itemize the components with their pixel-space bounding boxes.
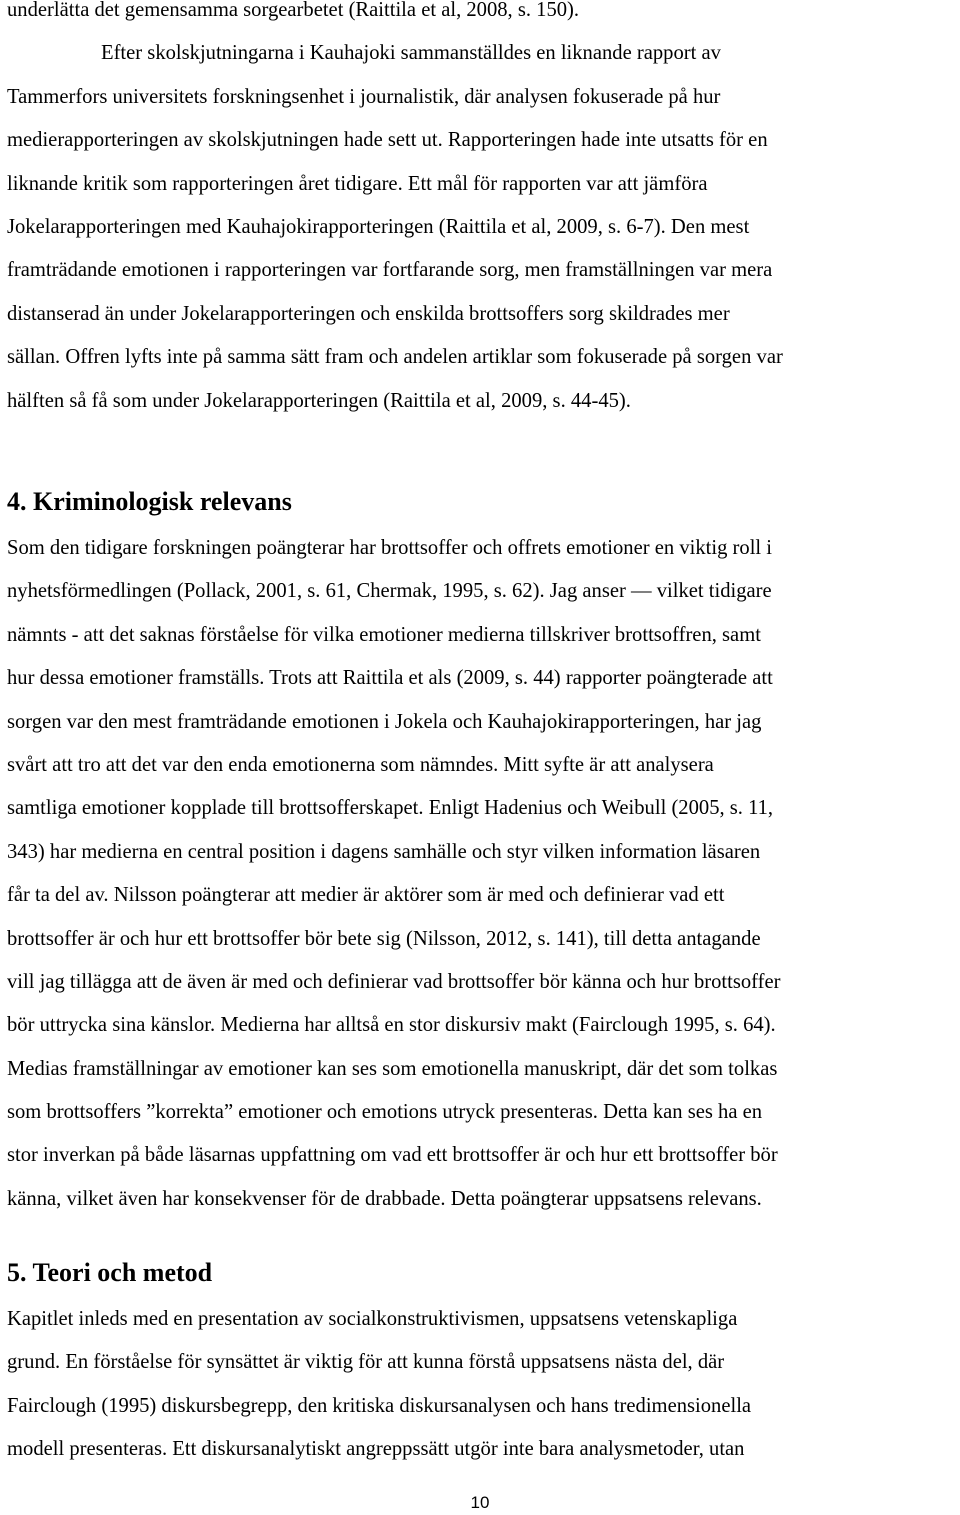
text-line: framträdande emotionen i rapporteringen var fortfarande sorg, men framställningen var mera: [7, 259, 773, 282]
text-line: medierapporteringen av skolskjutningen hade sett ut. Rapporteringen hade inte utsatts för en: [7, 129, 768, 152]
text-line: underlätta det gemensamma sorgearbetet (Raittila et al, 2008, s. 150).: [7, 0, 580, 21]
text-line: Medias framställningar av emotioner kan ses som emotionella manuskript, där det som tolkas: [7, 1057, 778, 1080]
text-line: Fairclough (1995) diskursbegrepp, den kritiska diskursanalysen och hans tredimensionella: [7, 1394, 752, 1417]
section-heading-teori-och-metod: 5. Teori och metod: [7, 1258, 213, 1287]
paragraph-teori-och-metod: [7, 1298, 751, 1472]
paragraph-kriminologisk-relevans: [7, 527, 781, 1221]
section-heading-kriminologisk-relevans: 4. Kriminologisk relevans: [7, 487, 292, 516]
text-line: grund. En förståelse för synsättet är viktig för att kunna förstå uppsatsens nästa del, där: [7, 1351, 725, 1374]
text-line: vill jag tillägga att de även är med och definierar vad brottsoffer bör känna och hur brottsoffer: [7, 970, 781, 993]
text-line: nyhetsförmedlingen (Pollack, 2001, s. 61, Chermak, 1995, s. 62). Jag anser — vilket tidigare: [7, 580, 772, 603]
text-line: sorgen var den mest framträdande emotionen i Jokela och Kauhajokirapporteringen, har jag: [7, 710, 762, 733]
text-line: Efter skolskjutningarna i Kauhajoki sammanställdes en liknande rapport av: [101, 42, 721, 65]
text-line: modell presenteras. Ett diskursanalytiskt angreppssätt utgör inte bara analysmetoder, utan: [7, 1438, 745, 1461]
text-line: distanserad än under Jokelarapporteringen och enskilda brottsoffers sorg skildrades mer: [7, 302, 730, 325]
text-line: hälften så få som under Jokelarapporteringen (Raittila et al, 2009, s. 44-45).: [7, 389, 631, 412]
text-line: Som den tidigare forskningen poängterar har brottsoffer och offrets emotioner en viktig roll i: [7, 537, 773, 559]
text-line: 343) har medierna en central position i dagens samhälle och styr vilken information läsaren: [7, 840, 761, 863]
text-line: hur dessa emotioner framställs. Trots att Raittila et als (2009, s. 44) rapporter poängterade att: [7, 667, 773, 690]
text-line: bör uttrycka sina känslor. Medierna har alltså en stor diskursiv makt (Fairclough 1995, s. 64).: [7, 1014, 776, 1037]
text-line: svårt att tro att det var den enda emotionerna som nämndes. Mitt syfte är att analysera: [7, 753, 714, 776]
text-line: liknande kritik som rapporteringen året tidigare. Ett mål för rapporten var att jämföra: [7, 172, 708, 195]
text-line: nämnts - att det saknas förståelse för vilka emotioner medierna tillskriver brottsoffren, samt: [7, 623, 761, 646]
text-line: Jokelarapporteringen med Kauhajokirapporteringen (Raittila et al, 2009, s. 6-7). Den mest: [7, 215, 750, 238]
text-line: Kapitlet inleds med en presentation av socialkonstruktivismen, uppsatsens vetenskapliga: [7, 1308, 738, 1330]
text-line: som brottsoffers ”korrekta” emotioner och emotions utryck presenteras. Detta kan ses ha en: [7, 1101, 763, 1124]
page-number: 10: [470, 1493, 490, 1512]
text-line: samtliga emotioner kopplade till brottsofferskapet. Enligt Hadenius och Weibull (2005, s. 11,: [7, 797, 774, 820]
text-line: stor inverkan på både läsarnas uppfattning om vad ett brottsoffer är och hur ett brottsoffer bör: [7, 1144, 778, 1167]
text-line: får ta del av. Nilsson poängterar att medier är aktörer som är med och definierar vad ett: [7, 884, 725, 907]
text-line: sällan. Offren lyfts inte på samma sätt fram och andelen artiklar som fokuserade på sorgen var: [7, 346, 783, 369]
text-line: Tammerfors universitets forskningsenhet i journalistik, där analysen fokuserade på hur: [7, 85, 721, 108]
text-line: brottsoffer är och hur ett brottsoffer bör bete sig (Nilsson, 2012, s. 141), till detta antagande: [7, 927, 761, 950]
text-line: känna, vilket även har konsekvenser för de drabbade. Detta poängterar uppsatsens relevans.: [7, 1187, 762, 1210]
paragraph-raittila-reports: [7, 0, 783, 423]
